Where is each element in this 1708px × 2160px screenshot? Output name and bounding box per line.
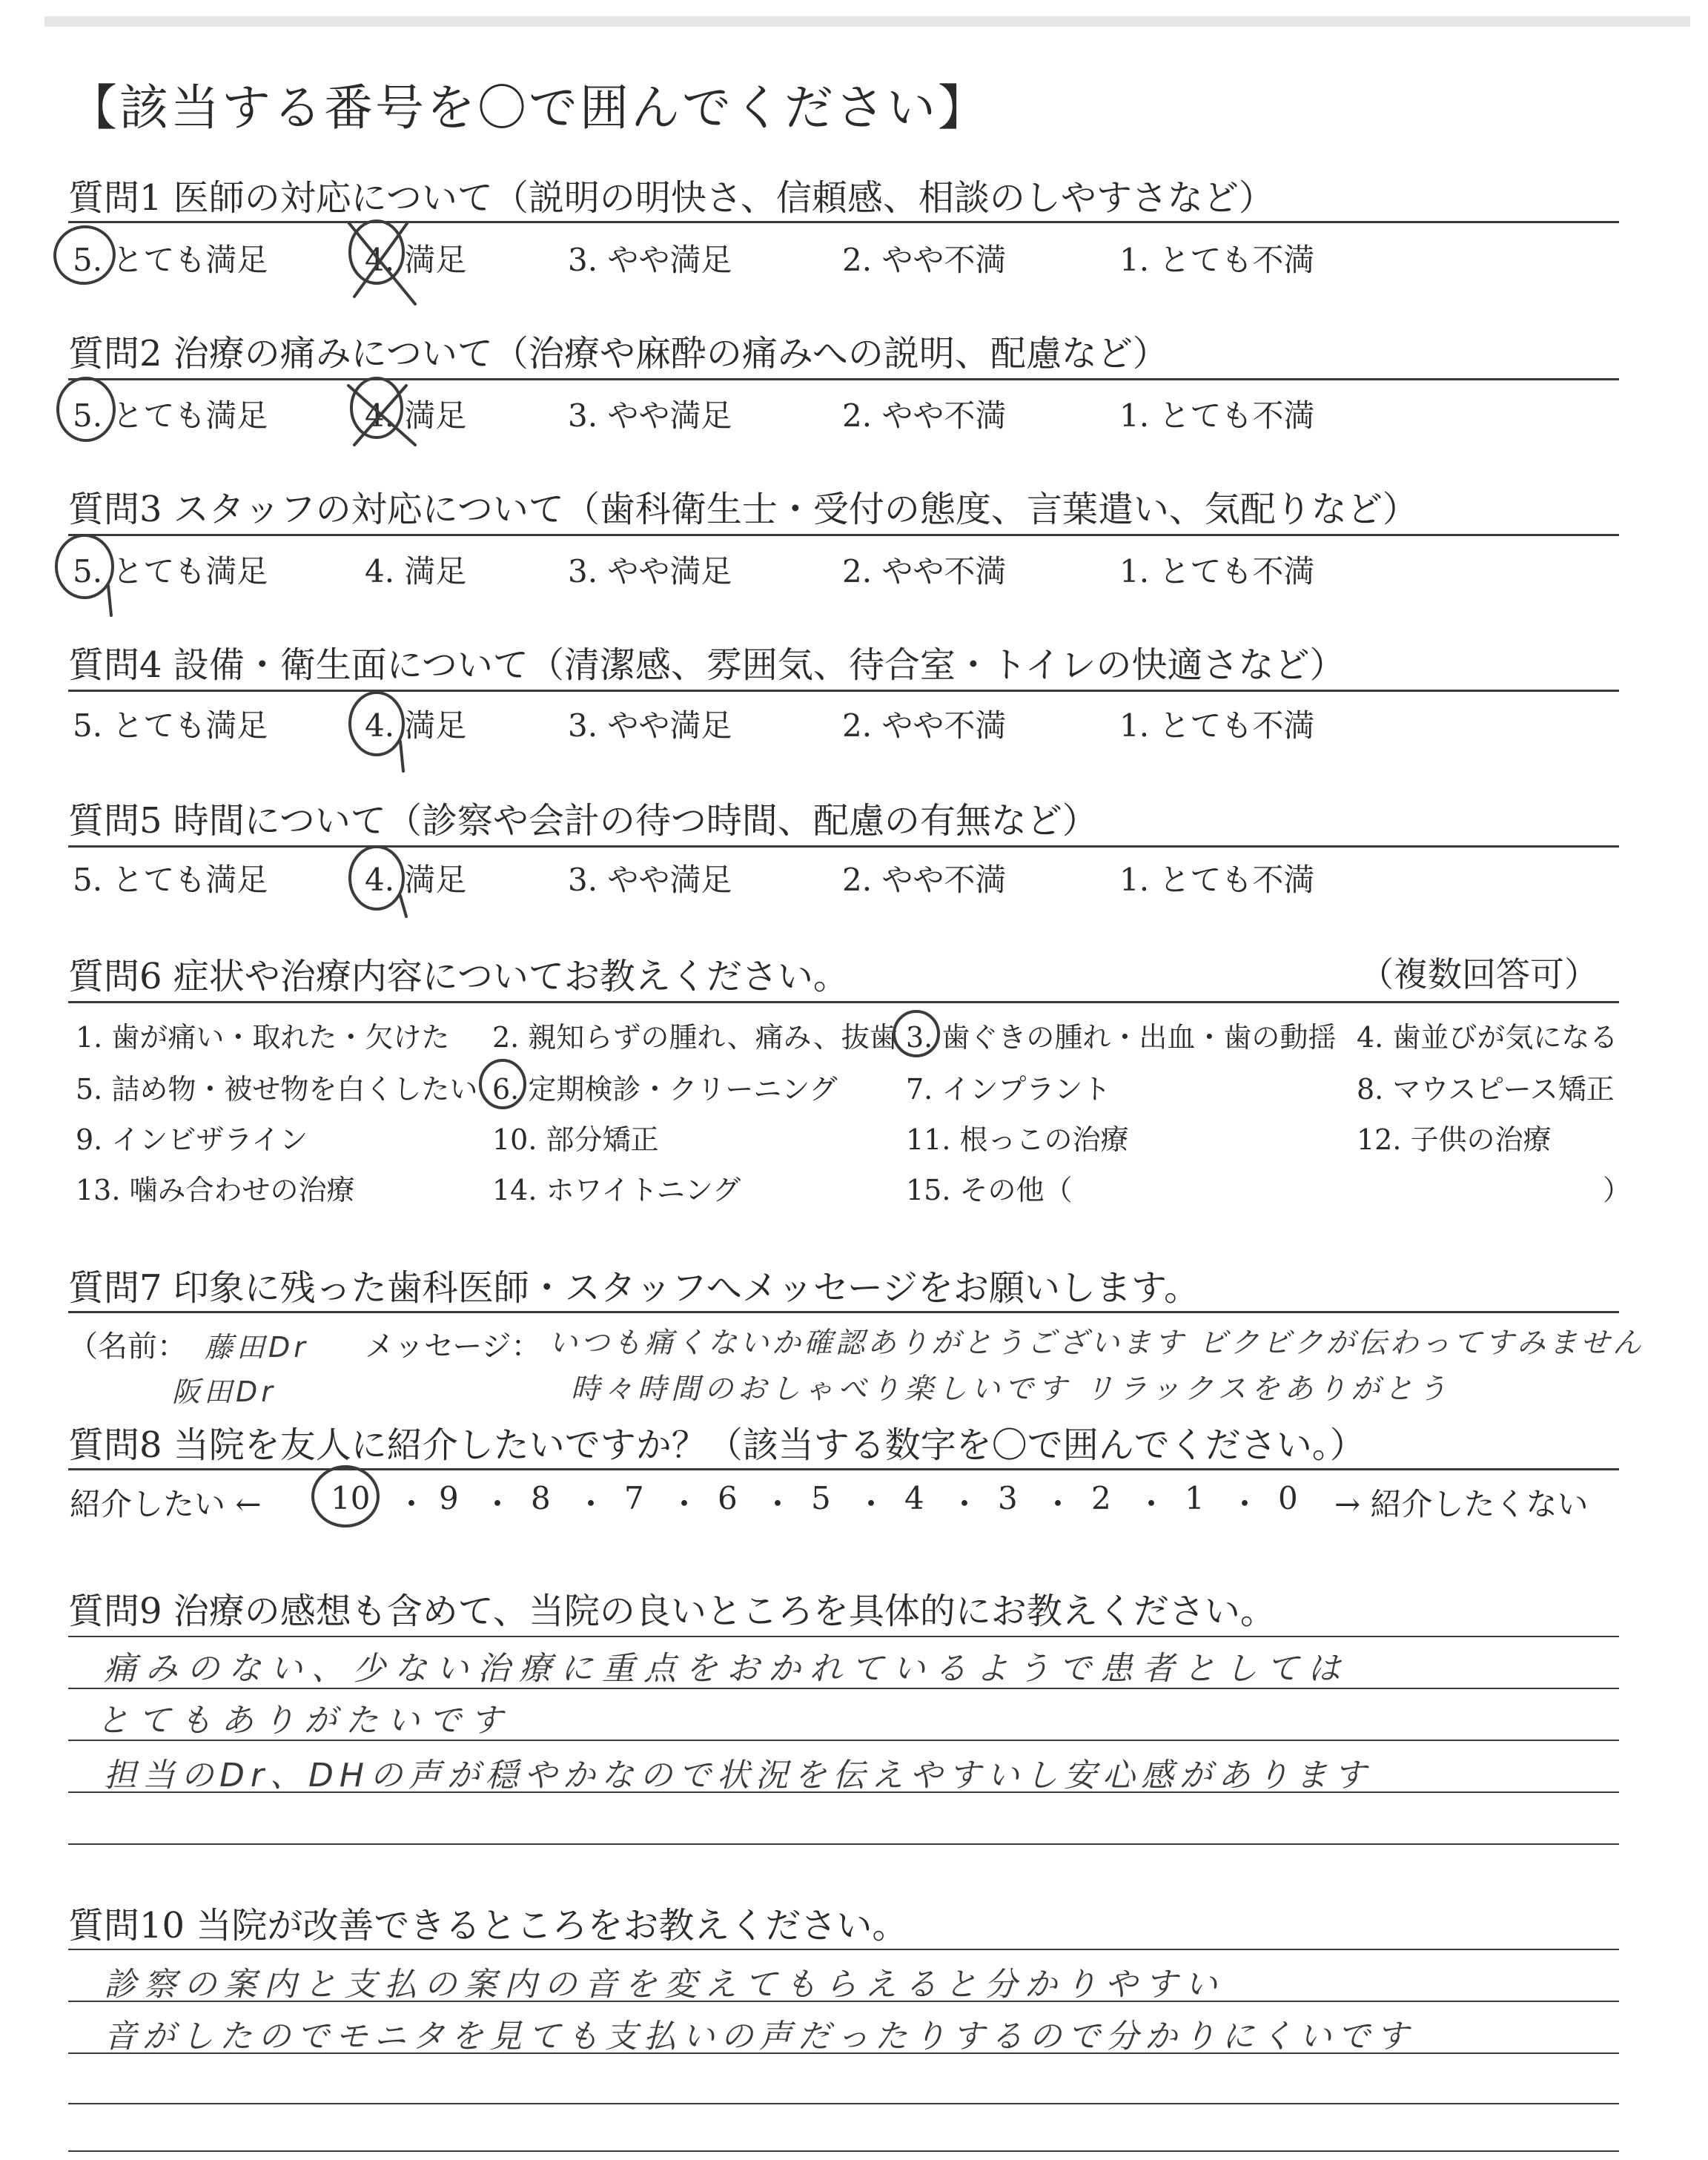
q1-option-1[interactable]: 1. とても不満	[1119, 242, 1315, 278]
question-6-rule	[68, 1001, 1619, 1003]
q10-line-1	[68, 1949, 1619, 1950]
q4-circle-tail	[400, 742, 403, 771]
q6-option-4[interactable]: 4. 歯並びが気になる	[1357, 1021, 1618, 1054]
q2-option-3[interactable]: 3. やや満足	[568, 397, 732, 434]
q6-option-14[interactable]: 14. ホワイトニング	[492, 1174, 741, 1206]
q2-option-5[interactable]: 5. とても満足	[73, 397, 268, 434]
q1-option-5[interactable]: 5. とても満足	[73, 242, 268, 278]
q8-scale-dot: ・	[575, 1486, 607, 1522]
q6-option-13[interactable]: 13. 噛み合わせの治療	[76, 1174, 355, 1206]
q6-option-10[interactable]: 10. 部分矯正	[492, 1123, 659, 1156]
question-7-title: 質問7 印象に残った歯科医師・スタッフへメッセージをお願いします。	[68, 1267, 1200, 1309]
q8-right-label: → 紹介したくない	[1334, 1486, 1589, 1522]
q9-answer-3[interactable]: 担当のDr、DHの声が穏やかなので状況を伝えやすいし安心感があります	[104, 1757, 1372, 1794]
q4-option-2[interactable]: 2. やや不満	[842, 707, 1007, 744]
question-8-title: 質問8 当院を友人に紹介したいですか？（該当する数字を〇で囲んでください。）	[68, 1424, 1366, 1466]
q3-option-1[interactable]: 1. とても不満	[1119, 553, 1315, 589]
question-5-rule	[68, 845, 1619, 848]
q8-scale-dot: ・	[949, 1486, 981, 1522]
q8-scale-dot: ・	[1136, 1486, 1168, 1522]
q6-option-11[interactable]: 11. 根っこの治療	[906, 1123, 1129, 1156]
q10-answer-1[interactable]: 診察の案内と支払の案内の音を変えてもらえると分かりやすい	[104, 1966, 1225, 2004]
question-2-rule	[68, 378, 1619, 380]
q8-scale-dot: ・	[1042, 1486, 1074, 1522]
q8-scale-0[interactable]: 0	[1278, 1480, 1298, 1516]
q8-scale-6[interactable]: 6	[718, 1480, 738, 1516]
q8-scale-dot: ・	[396, 1486, 428, 1522]
q5-option-5[interactable]: 5. とても満足	[73, 862, 268, 898]
q6-multiple-note: （複数回答可）	[1360, 954, 1598, 994]
q10-answer-2[interactable]: 音がしたのでモニタを見ても支払いの声だったりするので分かりにくいです	[104, 2018, 1414, 2055]
q3-option-4[interactable]: 4. 満足	[365, 553, 467, 589]
question-7-rule	[68, 1311, 1619, 1313]
question-4-title: 質問4 設備・衛生面について（清潔感、雰囲気、待合室・トイレの快適さなど）	[68, 644, 1345, 686]
question-3-rule	[68, 534, 1619, 536]
q9-answer-2[interactable]: とてもありがたいです	[96, 1702, 512, 1740]
q2-option-4[interactable]: 4. 満足	[365, 397, 467, 434]
form-title: 【該当する番号を〇で囲んでください】	[68, 79, 989, 136]
q8-left-label: 紹介したい ←	[70, 1486, 262, 1522]
q6-option-8[interactable]: 8. マウスピース矯正	[1357, 1073, 1615, 1106]
q8-scale-2[interactable]: 2	[1091, 1480, 1111, 1516]
q8-scale-dot: ・	[1229, 1486, 1261, 1522]
q8-scale-7[interactable]: 7	[624, 1480, 644, 1516]
question-5-title: 質問5 時間について（診察や会計の待つ時間、配慮の有無など）	[68, 800, 1098, 842]
q10-line-4	[68, 2103, 1619, 2104]
q6-option-9[interactable]: 9. インビザライン	[76, 1123, 308, 1156]
question-3-title: 質問3 スタッフの対応について（歯科衛生士・受付の態度、言葉遣い、気配りなど）	[68, 489, 1418, 530]
q8-scale-9[interactable]: 9	[439, 1480, 459, 1516]
question-4-rule	[68, 690, 1619, 692]
q6-option-7[interactable]: 7. インプラント	[906, 1073, 1111, 1106]
q7-name-2[interactable]: 阪田Dr	[172, 1375, 277, 1408]
q2-option-1[interactable]: 1. とても不満	[1119, 397, 1315, 434]
q3-option-2[interactable]: 2. やや不満	[842, 553, 1007, 589]
q5-option-1[interactable]: 1. とても不満	[1119, 862, 1315, 898]
q7-message-2[interactable]: 時々時間のおしゃべり楽しいです リラックスをありがとう	[571, 1373, 1452, 1406]
q5-option-4[interactable]: 4. 満足	[365, 862, 467, 898]
q6-option-1[interactable]: 1. 歯が痛い・取れた・欠けた	[76, 1021, 450, 1054]
q7-name-label: （名前：	[68, 1330, 187, 1364]
q2-option-2[interactable]: 2. やや不満	[842, 397, 1007, 434]
question-8-rule	[68, 1468, 1619, 1470]
q9-line-5	[68, 1843, 1619, 1845]
q9-answer-1[interactable]: 痛みのない、少ない治療に重点をおかれているようで患者としては	[104, 1650, 1349, 1688]
question-2-title: 質問2 治療の痛みについて（治療や麻酔の痛みへの説明、配慮など）	[68, 333, 1168, 374]
q1-option-2[interactable]: 2. やや不満	[842, 242, 1007, 278]
q8-scale-3[interactable]: 3	[998, 1480, 1018, 1516]
q8-scale-1[interactable]: 1	[1185, 1480, 1205, 1516]
q4-option-1[interactable]: 1. とても不満	[1119, 707, 1315, 744]
q6-option-12[interactable]: 12. 子供の治療	[1357, 1123, 1552, 1156]
q7-name-1[interactable]: 藤田Dr	[205, 1331, 309, 1364]
q8-scale-8[interactable]: 8	[531, 1480, 551, 1516]
q1-option-4[interactable]: 4. 満足	[365, 242, 467, 278]
question-6-title: 質問6 症状や治療内容についてお教えください。	[68, 956, 849, 997]
q8-scale-10[interactable]: 10	[331, 1480, 371, 1516]
q8-scale-dot: ・	[482, 1486, 514, 1522]
q1-option-3[interactable]: 3. やや満足	[568, 242, 732, 278]
q4-option-4[interactable]: 4. 満足	[365, 707, 467, 744]
q6-option-15[interactable]: 15. その他（	[906, 1174, 1073, 1206]
q4-option-3[interactable]: 3. やや満足	[568, 707, 732, 744]
question-9-title: 質問9 治療の感想も含めて、当院の良いところを具体的にお教えください。	[68, 1591, 1276, 1632]
q6-option-2[interactable]: 2. 親知らずの腫れ、痛み、抜歯	[492, 1021, 898, 1054]
question-10-title: 質問10 当院が改善できるところをお教えください。	[68, 1905, 908, 1946]
q8-scale-dot: ・	[855, 1486, 887, 1522]
question-1-title: 質問1 医師の対応について（説明の明快さ、信頼感、相談のしやすさなど）	[68, 177, 1274, 219]
q9-line-1	[68, 1636, 1619, 1637]
q8-scale-4[interactable]: 4	[904, 1480, 924, 1516]
q6-option-5[interactable]: 5. 詰め物・被せ物を白くしたい	[76, 1073, 478, 1106]
q6-option-3[interactable]: 3. 歯ぐきの腫れ・出血・歯の動揺	[906, 1021, 1337, 1054]
top-border	[44, 16, 1690, 27]
q3-option-3[interactable]: 3. やや満足	[568, 553, 732, 589]
q7-message-label: メッセージ：	[365, 1330, 541, 1364]
q10-line-5	[68, 2150, 1619, 2152]
question-1-rule	[68, 221, 1619, 223]
q7-message-1[interactable]: いつも痛くないか確認ありがとうございます ビクビクが伝わってすみません	[549, 1327, 1645, 1360]
q8-scale-5[interactable]: 5	[811, 1480, 831, 1516]
q4-option-5[interactable]: 5. とても満足	[73, 707, 268, 744]
q5-option-2[interactable]: 2. やや不満	[842, 862, 1007, 898]
q3-option-5[interactable]: 5. とても満足	[73, 553, 268, 589]
q6-option-15-close: ）	[1603, 1174, 1632, 1206]
q6-option-6[interactable]: 6. 定期検診・クリーニング	[492, 1073, 838, 1106]
q5-option-3[interactable]: 3. やや満足	[568, 862, 732, 898]
q8-scale-dot: ・	[669, 1486, 701, 1522]
q8-scale-dot: ・	[762, 1486, 794, 1522]
